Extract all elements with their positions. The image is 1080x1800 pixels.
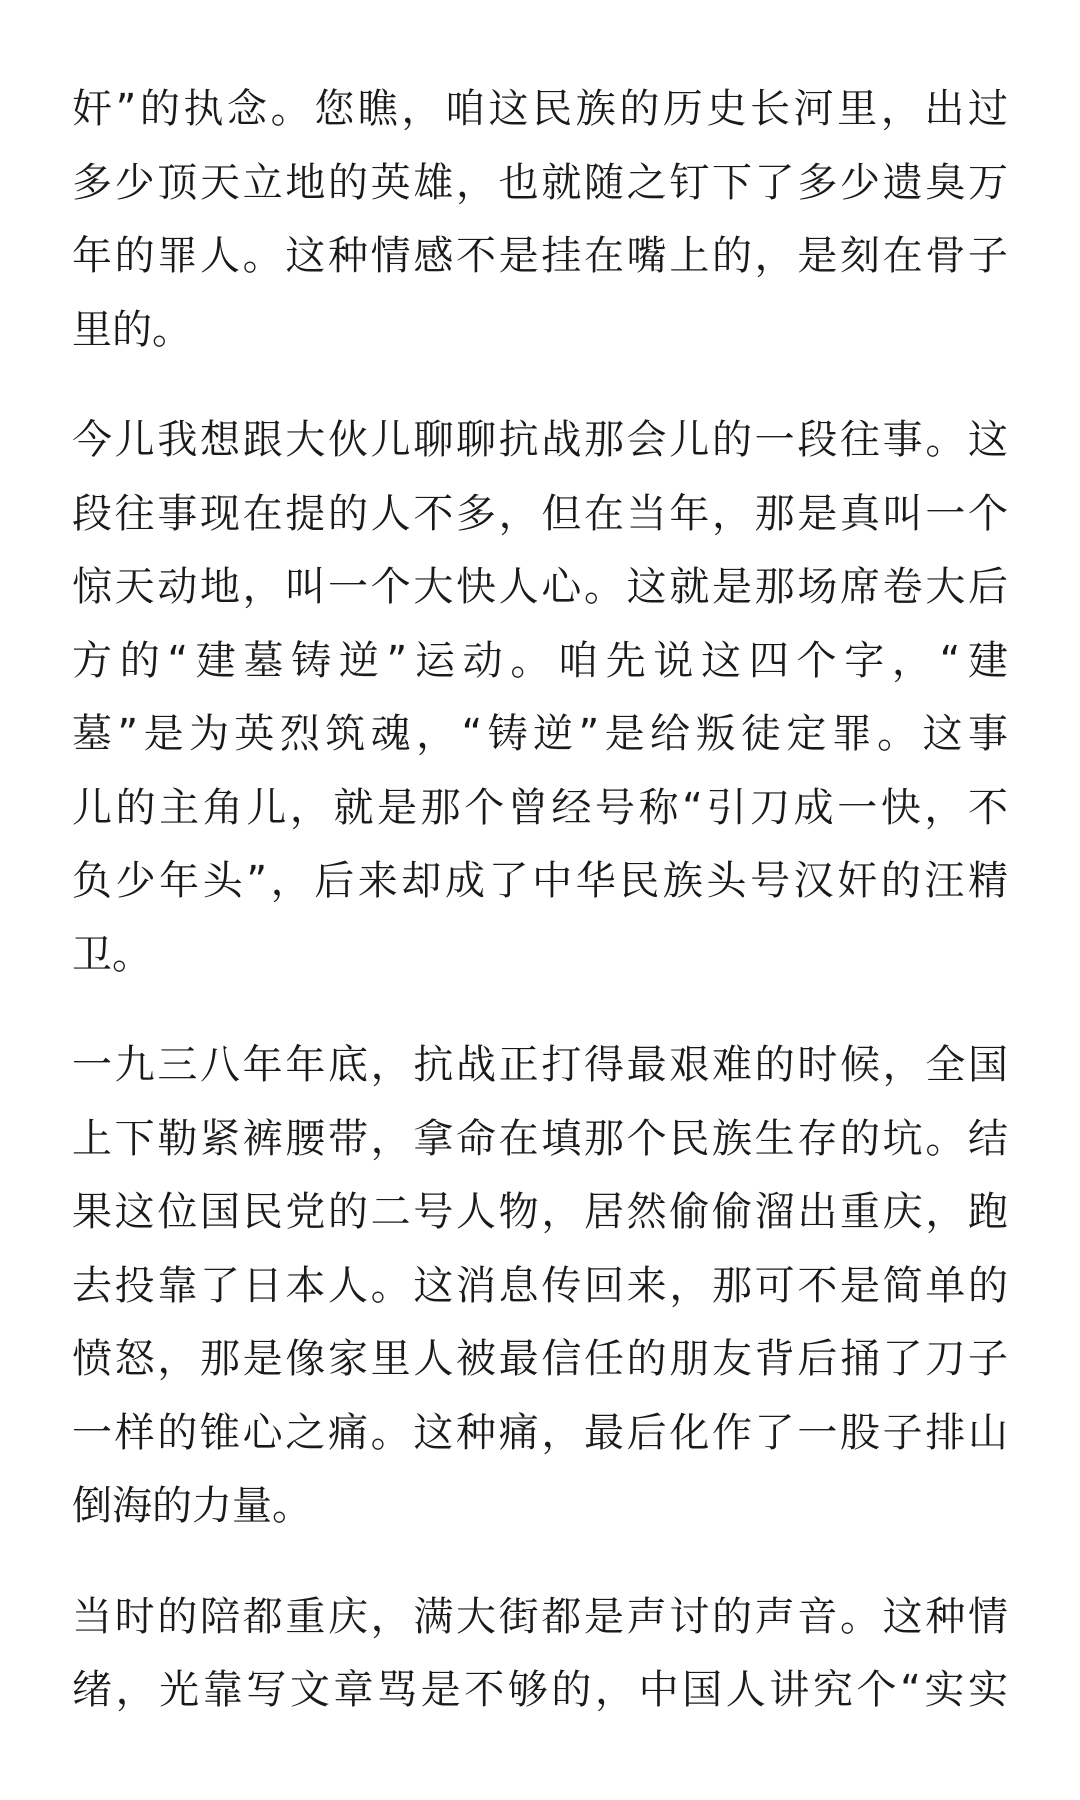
text-line: 墓”是为英烈筑魂，“铸逆”是给叛徒定罪。这事	[72, 711, 1008, 757]
text-line: 去投靠了日本人。这消息传回来，那可不是简单的	[72, 1262, 1008, 1309]
text-line: 惊天动地，叫一个大快人心。这就是那场席卷大后	[72, 564, 1008, 610]
text-line: 年的罪人。这种情感不是挂在嘴上的，是刻在骨子	[72, 233, 1008, 279]
text-line: 一九三八年年底，抗战正打得最艰难的时候，全国	[72, 1042, 1008, 1088]
text-line: 段往事现在提的人不多，但在当年，那是真叫一个	[72, 490, 1008, 537]
text-line: 儿的主角儿，就是那个曾经号称“引刀成一快，不	[72, 784, 1008, 831]
paragraph-4	[72, 1581, 1008, 1728]
text-line: 果这位国民党的二号人物，居然偷偷溜出重庆，跑	[72, 1189, 1008, 1235]
text-line: 绪，光靠写文章骂是不够的，中国人讲究个“实实	[72, 1667, 1008, 1713]
text-line: 一样的锥心之痛。这种痛，最后化作了一股子排山	[72, 1409, 1008, 1456]
text-line: 愤怒，那是像家里人被最信任的朋友背后捅了刀子	[72, 1336, 1008, 1382]
text-line: 多少顶天立地的英雄，也就随之钉下了多少遗臭万	[72, 159, 1008, 206]
text-line: 负少年头”，后来却成了中华民族头号汉奸的汪精	[72, 858, 1008, 904]
text-line: 卫。	[72, 931, 152, 978]
text-line: 方的“建墓铸逆”运动。咱先说这四个字，“建	[72, 637, 1008, 684]
paragraph-1	[72, 73, 1008, 367]
text-line: 里的。	[72, 306, 192, 353]
text-line: 今儿我想跟大伙儿聊聊抗战那会儿的一段往事。这	[72, 417, 1008, 463]
text-line: 倒海的力量。	[72, 1483, 312, 1529]
paragraph-2	[72, 404, 1008, 992]
paragraph-3	[72, 1029, 1008, 1544]
text-line: 上下勒紧裤腰带，拿命在填那个民族生存的坑。结	[72, 1115, 1008, 1162]
text-line: 奸”的执念。您瞧，咱这民族的历史长河里，出过	[72, 86, 1008, 132]
text-line: 当时的陪都重庆，满大街都是声讨的声音。这种情	[72, 1593, 1008, 1640]
